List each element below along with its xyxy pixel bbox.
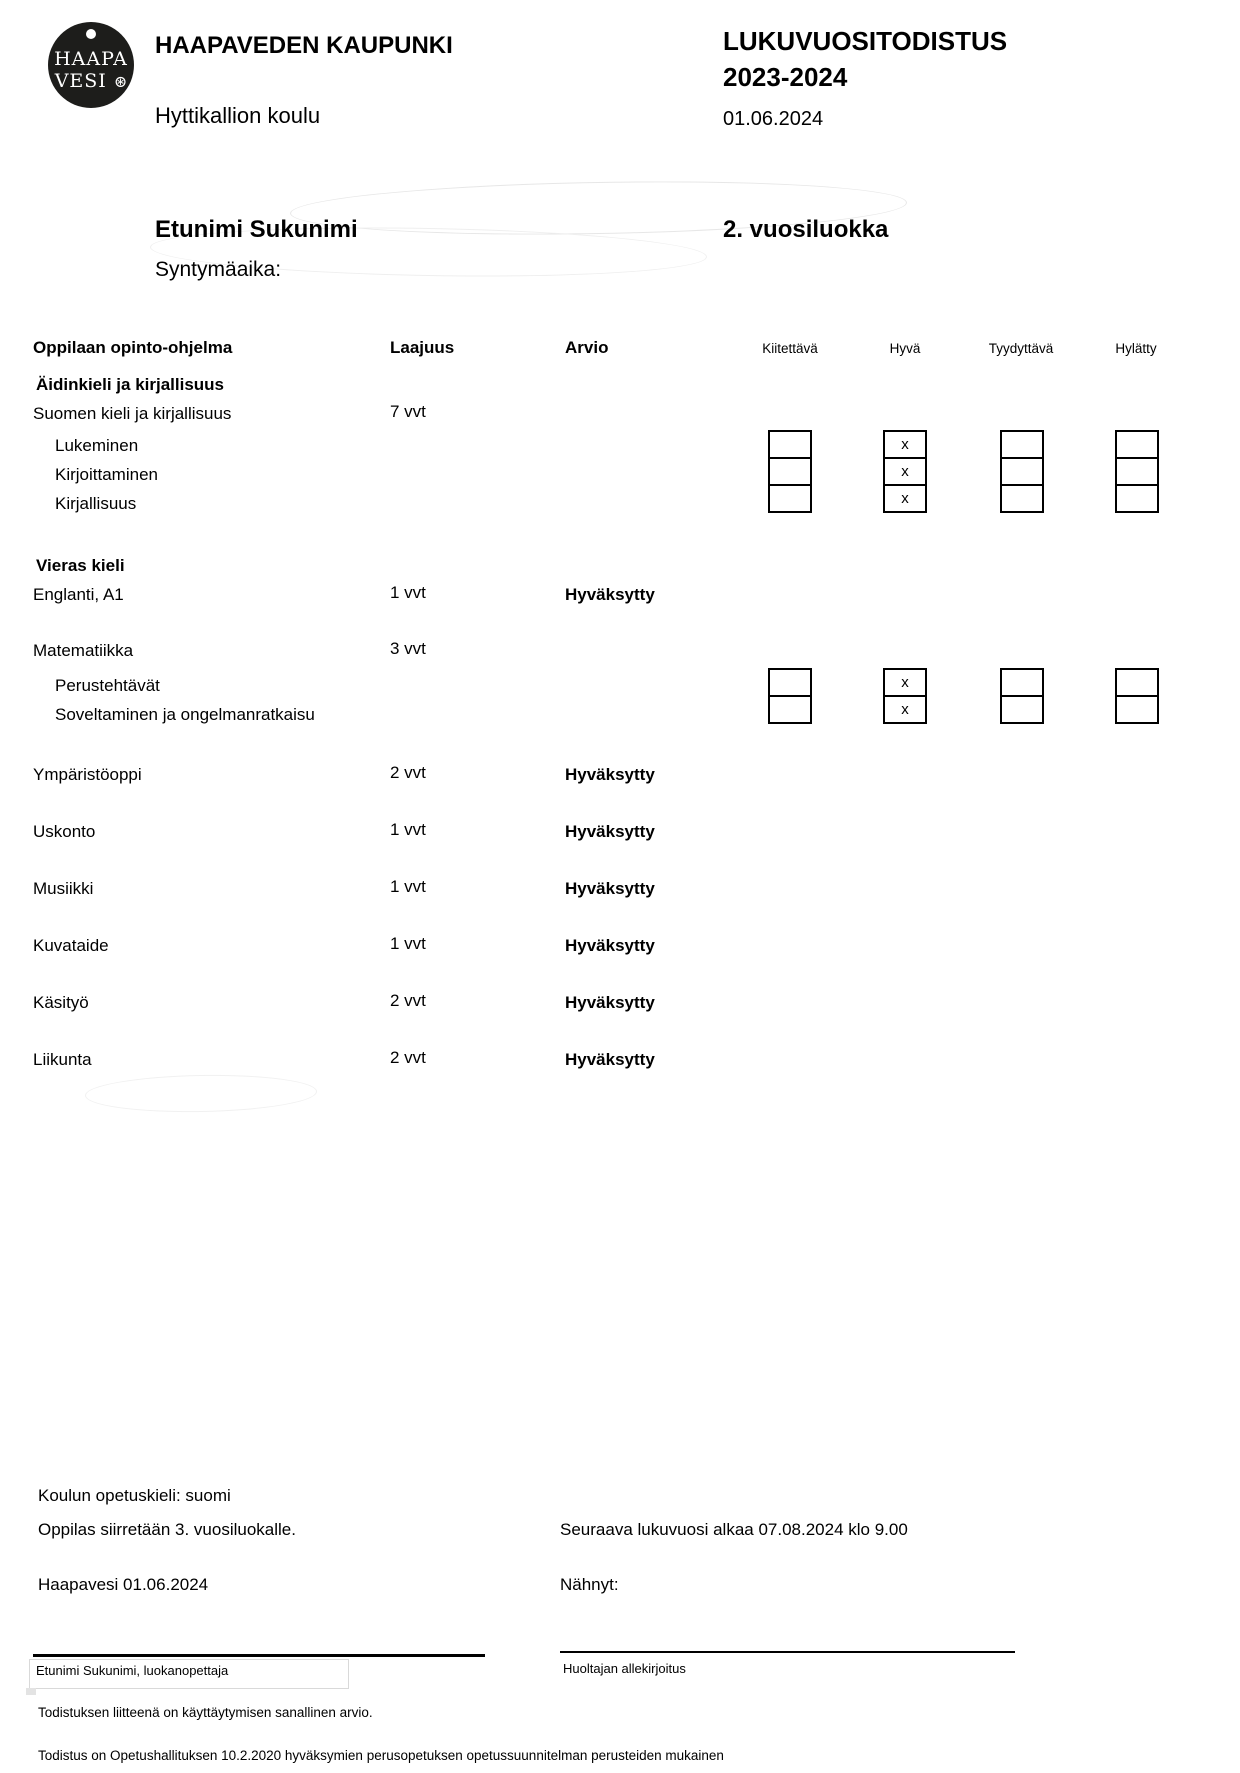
section-label: Äidinkieli ja kirjallisuus <box>36 375 225 394</box>
subject-grade: Hyväksytty <box>565 765 655 784</box>
guardian-signature-line <box>560 1651 1015 1653</box>
logo-text <box>48 48 134 93</box>
birthdate-label: Syntymäaika: <box>155 258 282 281</box>
scale-label-hylatty: Hylätty <box>1115 341 1157 356</box>
haapavesi-logo-icon <box>48 22 134 108</box>
checkbox <box>768 668 812 697</box>
checkbox-column-hylatty <box>1115 430 1159 513</box>
subject-grade: Hyväksytty <box>565 936 655 955</box>
subject-label: Musiikki <box>33 879 94 898</box>
subject-grade: Hyväksytty <box>565 585 655 604</box>
subject-scope: 7 vvt <box>390 402 426 421</box>
checkbox <box>1000 484 1044 513</box>
subject-scope: 2 vvt <box>390 991 426 1010</box>
promotion-note: Oppilas siirretään 3. vuosiluokalle. <box>38 1520 296 1539</box>
column-header-program: Oppilaan opinto-ohjelma <box>33 338 233 357</box>
compliance-note: Todistus on Opetushallituksen 10.2.2020 hyväksymien perusopetuksen opetussuunnitelman perusteiden mukainen <box>38 1748 724 1763</box>
place-and-date: Haapavesi 01.06.2024 <box>38 1575 209 1594</box>
subject-scope: 1 vvt <box>390 820 426 839</box>
checkbox-column-hyva <box>883 668 927 724</box>
checkbox <box>768 430 812 459</box>
subject-grade: Hyväksytty <box>565 879 655 898</box>
subject-label: Kuvataide <box>33 936 109 955</box>
subject-scope: 2 vvt <box>390 763 426 782</box>
checkbox <box>768 457 812 486</box>
next-school-year: Seuraava lukuvuosi alkaa 07.08.2024 klo 9.00 <box>560 1520 908 1539</box>
checkbox-column-hyva <box>883 430 927 513</box>
subject-scope: 1 vvt <box>390 877 426 896</box>
teacher-signature-line <box>33 1654 485 1657</box>
teacher-signature-label: Etunimi Sukunimi, luokanopettaja <box>36 1663 229 1678</box>
checkbox-marked: x <box>883 668 927 697</box>
logo-line2: VESI ⊛ <box>54 70 128 92</box>
grade-class: 2. vuosiluokka <box>723 216 889 243</box>
scale-label-tyydyttava: Tyydyttävä <box>988 341 1054 356</box>
checkbox-marked: x <box>883 484 927 513</box>
subject-label: Uskonto <box>33 822 96 841</box>
subject-label: Englanti, A1 <box>33 585 124 604</box>
checkbox <box>1115 457 1159 486</box>
school-year: 2023-2024 <box>723 62 848 92</box>
subject-label: Liikunta <box>33 1050 92 1069</box>
checkbox <box>1115 430 1159 459</box>
certificate-date: 01.06.2024 <box>723 108 824 130</box>
checkbox <box>1115 695 1159 724</box>
logo-hole <box>86 29 96 39</box>
subitem-label: Lukeminen <box>55 436 139 455</box>
checkbox-marked: x <box>883 430 927 459</box>
certificate-title: LUKUVUOSITODISTUS <box>723 26 1008 56</box>
school-name: Hyttikallion koulu <box>155 103 321 128</box>
checkbox <box>1115 484 1159 513</box>
subitem-label: Perustehtävät <box>55 676 160 695</box>
subject-label: Ympäristöoppi <box>33 765 142 784</box>
subitem-label: Kirjallisuus <box>55 494 137 513</box>
checkbox-marked: x <box>883 695 927 724</box>
flower-icon: ⊛ <box>113 72 128 91</box>
subject-scope: 1 vvt <box>390 934 426 953</box>
checkbox-column-kiitettava <box>768 430 812 513</box>
checkbox-column-hylatty <box>1115 668 1159 724</box>
column-header-scope: Laajuus <box>390 338 455 357</box>
seen-label: Nähnyt: <box>560 1575 619 1594</box>
behavior-note: Todistuksen liitteenä on käyttäytymisen sanallinen arvio. <box>38 1705 373 1720</box>
subject-label: Suomen kieli ja kirjallisuus <box>33 404 232 423</box>
redaction-artifact <box>26 1688 36 1695</box>
checkbox <box>768 484 812 513</box>
checkbox <box>768 695 812 724</box>
redaction-artifact <box>85 1073 318 1114</box>
checkbox-marked: x <box>883 457 927 486</box>
checkbox-column-kiitettava <box>768 668 812 724</box>
subject-scope: 1 vvt <box>390 583 426 602</box>
checkbox <box>1000 457 1044 486</box>
guardian-signature-label: Huoltajan allekirjoitus <box>563 1661 686 1676</box>
subject-scope: 3 vvt <box>390 639 426 658</box>
logo-line1: HAAPA <box>54 48 128 70</box>
subject-grade: Hyväksytty <box>565 822 655 841</box>
subject-grade: Hyväksytty <box>565 1050 655 1069</box>
checkbox-column-tyydyttava <box>1000 430 1044 513</box>
scale-label-hyva: Hyvä <box>889 341 921 356</box>
student-name: Etunimi Sukunimi <box>155 216 358 243</box>
subject-scope: 2 vvt <box>390 1048 426 1067</box>
subject-label: Käsityö <box>33 993 89 1012</box>
teaching-language: Koulun opetuskieli: suomi <box>38 1486 231 1505</box>
subject-label: Matematiikka <box>33 641 134 660</box>
section-label: Vieras kieli <box>36 556 125 575</box>
scale-label-kiitettava: Kiitettävä <box>762 341 818 356</box>
checkbox-column-tyydyttava <box>1000 668 1044 724</box>
checkbox <box>1000 430 1044 459</box>
checkbox <box>1000 668 1044 697</box>
checkbox <box>1000 695 1044 724</box>
subitem-label: Kirjoittaminen <box>55 465 158 484</box>
municipality-title: HAAPAVEDEN KAUPUNKI <box>155 32 453 59</box>
column-header-assessment: Arvio <box>565 338 609 357</box>
checkbox <box>1115 668 1159 697</box>
subitem-label: Soveltaminen ja ongelmanratkaisu <box>55 705 315 724</box>
subject-grade: Hyväksytty <box>565 993 655 1012</box>
